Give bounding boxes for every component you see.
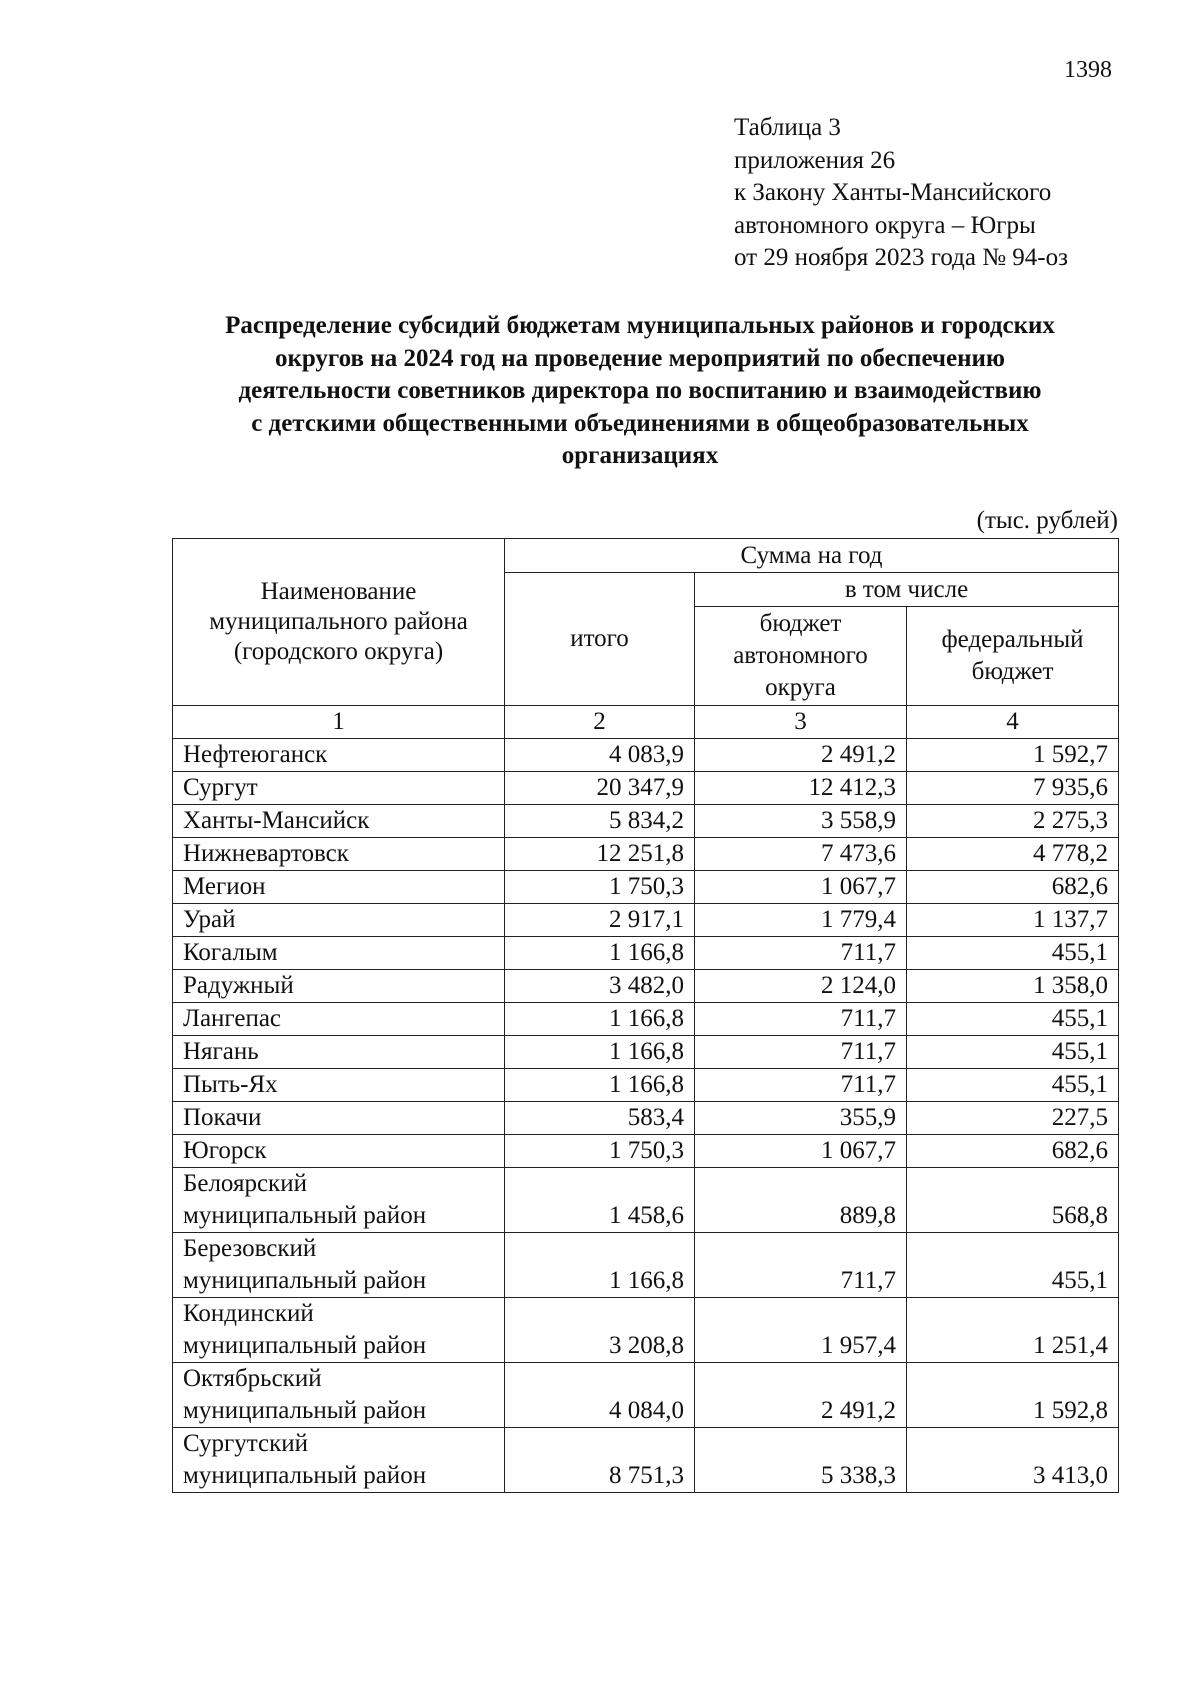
table-row (173, 805, 1119, 838)
total-amount: 1 166,8 (505, 1233, 695, 1298)
appendix-header (734, 112, 1068, 275)
table-row (173, 838, 1119, 871)
total-amount: 1 166,8 (505, 1069, 695, 1102)
autonomous-budget-amount: 1 957,4 (695, 1298, 907, 1363)
municipality-name-line: Когалым (183, 939, 278, 966)
municipality-name (173, 1363, 505, 1428)
table-row (173, 937, 1119, 970)
table-row (173, 1168, 1119, 1233)
federal-budget-amount: 455,1 (907, 1233, 1119, 1298)
federal-budget-amount: 1 251,4 (907, 1298, 1119, 1363)
autonomous-budget-amount: 3 558,9 (695, 805, 907, 838)
municipality-name (173, 772, 505, 805)
total-amount: 5 834,2 (505, 805, 695, 838)
municipality-name-line: Нягань (183, 1038, 259, 1065)
autonomous-budget-amount: 2 491,2 (695, 739, 907, 772)
municipality-name (173, 1233, 505, 1298)
column-number: 3 (695, 706, 907, 739)
federal-budget-amount: 7 935,6 (907, 772, 1119, 805)
total-amount: 1 166,8 (505, 937, 695, 970)
total-amount: 1 750,3 (505, 1135, 695, 1168)
title-line: с детскими общественными объединениями в общеобразовательных (251, 409, 1029, 437)
municipality-name-line: Нижневартовск (183, 840, 349, 867)
total-amount: 583,4 (505, 1102, 695, 1135)
federal-budget-amount: 1 592,7 (907, 739, 1119, 772)
header-line: приложения 26 (734, 146, 896, 174)
municipality-name (173, 1428, 505, 1493)
table-row (173, 1428, 1119, 1493)
municipality-name-line: Белоярский (183, 1170, 307, 1197)
municipality-name-line: Радужный (183, 972, 294, 999)
table-row (173, 739, 1119, 772)
municipality-name-line: муниципальный район (183, 1202, 427, 1229)
municipality-name (173, 805, 505, 838)
federal-budget-amount: 455,1 (907, 1003, 1119, 1036)
header-name-cell (173, 539, 505, 706)
header-line: автономного округа – Югры (734, 211, 1036, 239)
municipality-name-line: муниципальный район (183, 1332, 427, 1359)
federal-budget-amount: 568,8 (907, 1168, 1119, 1233)
document-title (160, 310, 1120, 473)
total-amount: 1 750,3 (505, 871, 695, 904)
municipality-name (173, 904, 505, 937)
table-row (173, 1003, 1119, 1036)
total-amount: 4 084,0 (505, 1363, 695, 1428)
column-number: 4 (907, 706, 1119, 739)
municipality-name-line: Мегион (183, 873, 266, 900)
header-auto-budget (695, 607, 907, 706)
header-federal-budget (907, 607, 1119, 706)
federal-budget-amount: 455,1 (907, 1036, 1119, 1069)
federal-budget-amount: 682,6 (907, 1135, 1119, 1168)
header-name-line: муниципального района (209, 608, 468, 635)
title-line: округов на 2024 год на проведение мероприятий по обеспечению (274, 344, 1006, 372)
municipality-name (173, 1102, 505, 1135)
autonomous-budget-amount: 1 067,7 (695, 871, 907, 904)
table-row (173, 1102, 1119, 1135)
municipality-name (173, 739, 505, 772)
municipality-name (173, 937, 505, 970)
table-row (173, 1233, 1119, 1298)
municipality-name-line: муниципальный район (183, 1397, 427, 1424)
municipality-name-line: Кондинский (183, 1300, 314, 1327)
title-line: деятельности советников директора по воспитанию и взаимодействию (238, 377, 1042, 404)
federal-budget-amount: 3 413,0 (907, 1428, 1119, 1493)
total-amount: 20 347,9 (505, 772, 695, 805)
column-number-row (173, 706, 1119, 739)
autonomous-budget-amount: 355,9 (695, 1102, 907, 1135)
autonomous-budget-amount: 5 338,3 (695, 1428, 907, 1493)
table-row (173, 904, 1119, 937)
autonomous-budget-amount: 2 124,0 (695, 970, 907, 1003)
municipality-name (173, 1135, 505, 1168)
header-sum: Сумма на год (505, 539, 1119, 573)
page-number: 1398 (1064, 57, 1112, 83)
column-number: 1 (173, 706, 505, 739)
autonomous-budget-amount: 711,7 (695, 1003, 907, 1036)
municipality-name (173, 1036, 505, 1069)
federal-budget-amount: 1 358,0 (907, 970, 1119, 1003)
federal-budget-amount: 1 592,8 (907, 1363, 1119, 1428)
autonomous-budget-amount: 7 473,6 (695, 838, 907, 871)
total-amount: 3 482,0 (505, 970, 695, 1003)
total-amount: 3 208,8 (505, 1298, 695, 1363)
header-name-line: Наименование (260, 578, 417, 605)
municipality-name-line: Сургут (183, 774, 258, 801)
municipality-name (173, 871, 505, 904)
municipality-name (173, 1069, 505, 1102)
autonomous-budget-amount: 711,7 (695, 1036, 907, 1069)
header-auto-line: бюджет (759, 610, 842, 637)
total-amount: 4 083,9 (505, 739, 695, 772)
header-auto-line: автономного (733, 642, 868, 669)
total-amount: 1 166,8 (505, 1003, 695, 1036)
title-line: Распределение субсидий бюджетам муниципальных районов и городских (225, 312, 1055, 339)
autonomous-budget-amount: 1 779,4 (695, 904, 907, 937)
table-row (173, 1135, 1119, 1168)
autonomous-budget-amount: 711,7 (695, 937, 907, 970)
title-line: организациях (561, 442, 719, 469)
autonomous-budget-amount: 12 412,3 (695, 772, 907, 805)
federal-budget-amount: 2 275,3 (907, 805, 1119, 838)
total-amount: 8 751,3 (505, 1428, 695, 1493)
table-row (173, 772, 1119, 805)
federal-budget-amount: 227,5 (907, 1102, 1119, 1135)
table-row (173, 1069, 1119, 1102)
federal-budget-amount: 1 137,7 (907, 904, 1119, 937)
header-line: от 29 ноября 2023 года № 94-оз (734, 244, 1068, 271)
table-row (173, 1298, 1119, 1363)
table-row (173, 871, 1119, 904)
municipality-name-line: муниципальный район (183, 1462, 427, 1489)
municipality-name (173, 970, 505, 1003)
autonomous-budget-amount: 711,7 (695, 1233, 907, 1298)
municipality-name-line: Лангепас (183, 1005, 282, 1032)
header-name-line: (городского округа) (233, 638, 444, 665)
total-amount: 1 166,8 (505, 1036, 695, 1069)
autonomous-budget-amount: 711,7 (695, 1069, 907, 1102)
municipality-name (173, 1168, 505, 1233)
municipality-name-line: муниципальный район (183, 1267, 427, 1294)
table-row (173, 970, 1119, 1003)
header-fed-line: бюджет (971, 658, 1054, 685)
federal-budget-amount: 682,6 (907, 871, 1119, 904)
federal-budget-amount: 455,1 (907, 1069, 1119, 1102)
municipality-name-line: Березовский (183, 1235, 317, 1262)
autonomous-budget-amount: 2 491,2 (695, 1363, 907, 1428)
header-total: итого (505, 573, 695, 706)
header-line: Таблица 3 (734, 114, 841, 141)
municipality-name-line: Октябрьский (183, 1365, 322, 1392)
subsidy-table (172, 538, 1119, 1493)
municipality-name (173, 1298, 505, 1363)
total-amount: 1 458,6 (505, 1168, 695, 1233)
total-amount: 12 251,8 (505, 838, 695, 871)
municipality-name-line: Пыть-Ях (183, 1071, 278, 1098)
header-auto-line: округа (765, 674, 836, 701)
table-row (173, 1363, 1119, 1428)
header-line: к Закону Ханты-Мансийского (734, 179, 1052, 206)
units-note: (тыс. рублей) (976, 507, 1118, 534)
table-row (173, 1036, 1119, 1069)
municipality-name-line: Покачи (183, 1104, 262, 1131)
municipality-name-line: Нефтеюганск (183, 741, 328, 768)
federal-budget-amount: 4 778,2 (907, 838, 1119, 871)
municipality-name-line: Урай (183, 906, 236, 933)
municipality-name-line: Югорск (183, 1137, 267, 1164)
municipality-name (173, 1003, 505, 1036)
municipality-name-line: Ханты-Мансийск (183, 807, 370, 834)
header-including: в том числе (695, 573, 1119, 607)
municipality-name-line: Сургутский (183, 1430, 309, 1457)
federal-budget-amount: 455,1 (907, 937, 1119, 970)
total-amount: 2 917,1 (505, 904, 695, 937)
municipality-name (173, 838, 505, 871)
autonomous-budget-amount: 889,8 (695, 1168, 907, 1233)
header-fed-line: федеральный (941, 626, 1084, 653)
autonomous-budget-amount: 1 067,7 (695, 1135, 907, 1168)
column-number: 2 (505, 706, 695, 739)
